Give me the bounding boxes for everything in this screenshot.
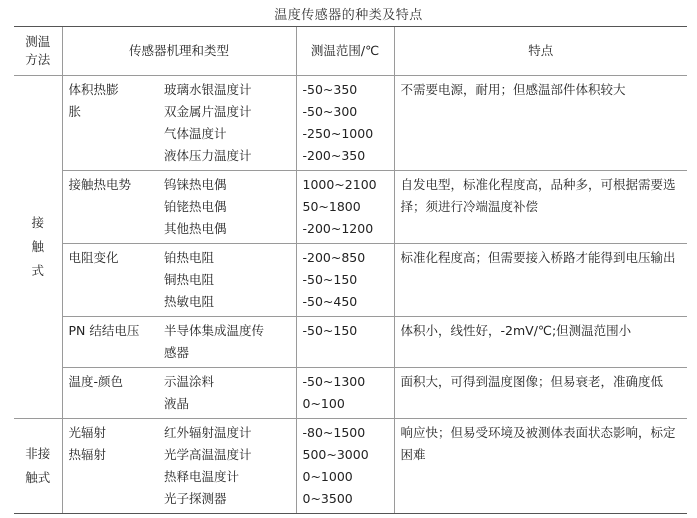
features-cell: 体积小，线性好，-2mV/℃;但测温范围小 [394,317,687,368]
range-value: 0~1000 [302,469,353,484]
mechanism-cell: PN 结结电压 [62,317,158,368]
table-row [14,419,687,514]
range-value: -250~1000 [302,126,374,141]
method-noncontact-text: 非接触式 [25,446,51,485]
table-header-row [14,27,687,76]
range-value: -50~1300 [302,374,366,389]
range-value: -50~150 [302,272,358,287]
sensor-name: 液体压力温度计 [164,148,252,163]
header-features: 特点 [394,27,687,76]
range-cell [296,317,394,368]
sensor-name: 示温涂料 [164,374,215,389]
range-cell [296,76,394,171]
sensor-name: 铂铑热电偶 [164,199,227,214]
mechanism-cell [62,419,158,514]
sensor-table [14,26,687,514]
sensors-cell [158,368,296,419]
range-value: 500~3000 [302,447,369,462]
mechanism-cell: 电阻变化 [62,244,158,317]
sensor-name: 铜热电阻 [164,272,215,287]
range-cell [296,244,394,317]
sensor-name: 钨铼热电偶 [164,177,227,192]
range-value: -50~450 [302,294,358,309]
range-cell [296,368,394,419]
sensor-name: 铂热电阻 [164,250,215,265]
method-noncontact [14,419,62,514]
sensors-cell [158,171,296,244]
features-cell: 响应快；但易受环境及被测体表面状态影响，标定困难 [394,419,687,514]
features-cell: 不需要电源，耐用；但感温部件体积较大 [394,76,687,171]
range-value: -200~1200 [302,221,374,236]
sensor-name: 红外辐射温度计 [164,425,252,440]
range-value: -200~850 [302,250,366,265]
range-value: -50~300 [302,104,358,119]
features-cell: 面积大，可得到温度图像；但易衰老，准确度低 [394,368,687,419]
sensor-name: 液晶 [164,396,190,411]
features-cell: 标准化程度高；但需要接入桥路才能得到电压输出 [394,244,687,317]
header-range: 测温范围/℃ [296,27,394,76]
method-contact-text: 接触式 [31,215,44,278]
mechanism-cell [62,76,158,171]
sensor-name: 其他热电偶 [164,221,227,236]
table-row [14,171,687,244]
page-title: 温度传感器的种类及特点 [274,8,423,23]
sensors-cell [158,317,296,368]
mechanism-cell: 温度-颜色 [62,368,158,419]
header-method [14,27,62,76]
range-value: -50~150 [302,323,358,338]
range-value: 50~1800 [302,199,361,214]
sensor-name: 双金属片温度计 [164,104,252,119]
table-row [14,317,687,368]
sensors-cell [158,244,296,317]
mechanism-text: 体积热膨胀 [68,82,119,119]
table-row [14,368,687,419]
mechanism-text: 光辐射热辐射 [68,425,107,462]
header-mechanism: 传感器机理和类型 [62,27,296,76]
range-value: -50~350 [302,82,358,97]
range-cell [296,171,394,244]
table-row [14,76,687,171]
mechanism-cell: 接触热电势 [62,171,158,244]
range-value: 0~3500 [302,491,353,506]
range-value: -80~1500 [302,425,366,440]
range-value: 0~100 [302,396,345,411]
sensors-cell [158,76,296,171]
range-value: 1000~2100 [302,177,377,192]
sensor-name: 半导体集成温度传感器 [164,323,265,360]
header-method-text: 测温方法 [25,34,51,67]
range-cell [296,419,394,514]
sensor-name: 气体温度计 [164,126,227,141]
sensor-name: 光学高温温度计 [164,447,252,462]
sensor-name: 玻璃水银温度计 [164,82,252,97]
range-value: -200~350 [302,148,366,163]
sensor-name: 光子探测器 [164,491,227,506]
sensor-name: 热敏电阻 [164,294,215,309]
sensors-cell [158,419,296,514]
sensor-name: 热释电温度计 [164,469,240,484]
method-contact [14,76,62,419]
table-row [14,244,687,317]
features-cell: 自发电型，标准化程度高，品种多，可根据需要选择；须进行冷端温度补偿 [394,171,687,244]
